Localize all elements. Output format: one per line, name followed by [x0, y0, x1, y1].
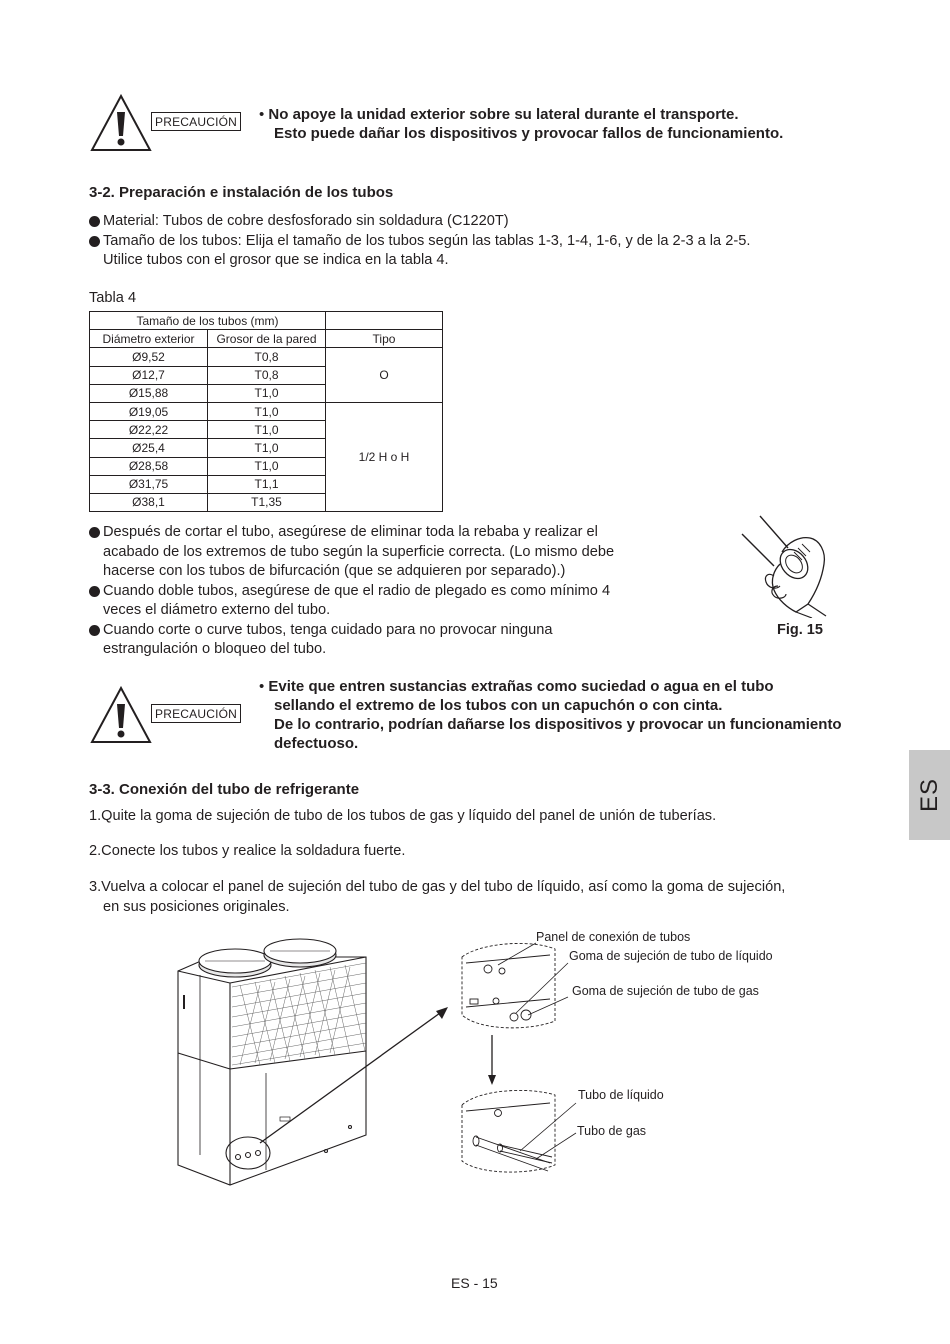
callout-goma-liquido: Goma de sujeción de tubo de líquido [569, 949, 773, 963]
table-header-row [90, 312, 443, 330]
table-row [90, 402, 443, 420]
table-cell: Ø15,88 [90, 384, 208, 402]
table-cell: T0,8 [208, 366, 326, 384]
table-cell: T1,0 [208, 421, 326, 439]
section-title: 3-2. Preparación e instalación de los tubos [89, 184, 394, 201]
bullet-text: acabado de los extremos de tubo según la superficie correcta. (Lo mismo debe [103, 543, 615, 560]
bullet-dot [89, 236, 100, 247]
precaution-label: PRECAUCIÓN [151, 704, 241, 723]
bullet-text: Tamaño de los tubos: Elija el tamaño de los tubos según las tablas 1-3, 1-4, 1-6, y de la 2-3 a la 2-5. [103, 232, 751, 249]
table-header-cell: Tipo [326, 330, 443, 348]
bullet-text: Utilice tubos con el grosor que se indica en la tabla 4. [103, 252, 449, 268]
table-cell: Ø12,7 [90, 366, 208, 384]
bullet-text: hacerse con los tubos de bifurcación (que se adquieren por separado).) [103, 563, 566, 579]
step-text: en sus posiciones originales. [103, 898, 290, 915]
warning-line: sellando el extremo de los tubos con un capuchón o con cinta. [274, 697, 723, 714]
table-header-cell: Grosor de la pared [208, 330, 326, 348]
table-empty-cell [326, 312, 443, 330]
table-cell: T0,8 [208, 348, 326, 366]
table-type-cell: O [326, 348, 443, 403]
outdoor-unit-diagram [170, 935, 730, 1195]
warning-text: • No apoye la unidad exterior sobre su lateral durante el transporte. Esto puede dañar los dispositivos y provocar fallos de funcionamiento. [259, 106, 784, 142]
table-cell: Ø38,1 [90, 493, 208, 511]
section-title: 3-3. Conexión del tubo de refrigerante [89, 781, 360, 798]
warning-line: Esto puede dañar los dispositivos y provocar fallos de funcionamiento. [274, 125, 784, 142]
bullet-dot [89, 586, 100, 597]
bullet-dot [89, 527, 100, 538]
table-cell: T1,35 [208, 493, 326, 511]
bullet-text: Material: Tubos de cobre desfosforado sin soldadura (C1220T) [103, 213, 509, 229]
pipe-size-table [89, 311, 443, 512]
table-cell: Ø19,05 [90, 402, 208, 420]
table-type-cell: 1/2 H o H [326, 402, 443, 511]
callout-panel: Panel de conexión de tubos [536, 930, 691, 944]
callout-tubo-gas: Tubo de gas [577, 1124, 647, 1138]
page-number: ES - 15 [451, 1275, 498, 1291]
warning-line: Evite que entren sustancias extrañas como suciedad o agua en el tubo [268, 678, 774, 695]
bullet-dot [89, 625, 100, 636]
table-cell: Ø28,58 [90, 457, 208, 475]
bullet-text: Cuando doble tubos, asegúrese de que el radio de plegado es como mínimo 4 [103, 582, 611, 599]
warning-line: De lo contrario, podrían dañarse los dispositivos y provocar un funcionamiento [274, 716, 842, 733]
outdoor-unit-drawing [178, 939, 366, 1185]
table-cell: Ø31,75 [90, 475, 208, 493]
callout-goma-gas: Goma de sujeción de tubo de gas [572, 984, 759, 998]
table-cell: T1,0 [208, 402, 326, 420]
step-text: 3.Vuelva a colocar el panel de sujeción del tubo de gas y del tubo de líquido, así como la goma de sujeción, [89, 879, 786, 895]
warning-line: defectuoso. [274, 735, 359, 752]
bullet-text: Cuando corte o curve tubos, tenga cuidado para no provocar ninguna [103, 621, 553, 638]
precaution-label: PRECAUCIÓN [151, 112, 241, 131]
table-row [90, 348, 443, 366]
figure-label: Fig. 15 [777, 622, 823, 638]
warning-triangle-icon [90, 94, 152, 152]
table-cell: T1,0 [208, 457, 326, 475]
warning-text: • Evite que entren sustancias extrañas como suciedad o agua en el tubo sellando el extremo de los tubos con un capuchón o con cinta. De lo contrario, podrían dañarse los dispositivos y provocar un funcionamiento defectuoso. [259, 678, 842, 752]
bullet-text: estrangulación o bloqueo del tubo. [103, 641, 327, 657]
table-cell: T1,0 [208, 384, 326, 402]
section-body [89, 212, 869, 271]
language-side-tab [909, 750, 950, 840]
table-cell: Ø22,22 [90, 421, 208, 439]
connection-detail-bottom [462, 1090, 555, 1172]
step-3 [89, 878, 785, 917]
table-group-header: Tamaño de los tubos (mm) [90, 312, 326, 330]
warning-triangle-icon [90, 686, 152, 744]
connection-detail-top [462, 943, 555, 1027]
language-code: ES [915, 777, 943, 813]
table-header-row [90, 330, 443, 348]
step-1: 1.Quite la goma de sujeción de tubo de los tubos de gas y líquido del panel de unión de tuberías. [89, 808, 717, 824]
step-2: 2.Conecte los tubos y realice la soldadura fuerte. [89, 843, 406, 859]
table-cell: Ø25,4 [90, 439, 208, 457]
warning-line: No apoye la unidad exterior sobre su lateral durante el transporte. [268, 106, 739, 123]
table-cell: T1,0 [208, 439, 326, 457]
deburring-illustration [738, 512, 830, 618]
table-header-cell: Diámetro exterior [90, 330, 208, 348]
table-cell: Ø9,52 [90, 348, 208, 366]
callout-tubo-liquido: Tubo de líquido [578, 1088, 664, 1102]
table-caption: Tabla 4 [89, 290, 137, 306]
bullet-text: veces el diámetro externo del tubo. [103, 602, 331, 618]
table-cell: T1,1 [208, 475, 326, 493]
bullet-text: Después de cortar el tubo, asegúrese de eliminar toda la rebaba y realizar el [103, 524, 598, 540]
bullet-dot [89, 216, 100, 227]
pipe-handling-notes [89, 523, 709, 660]
